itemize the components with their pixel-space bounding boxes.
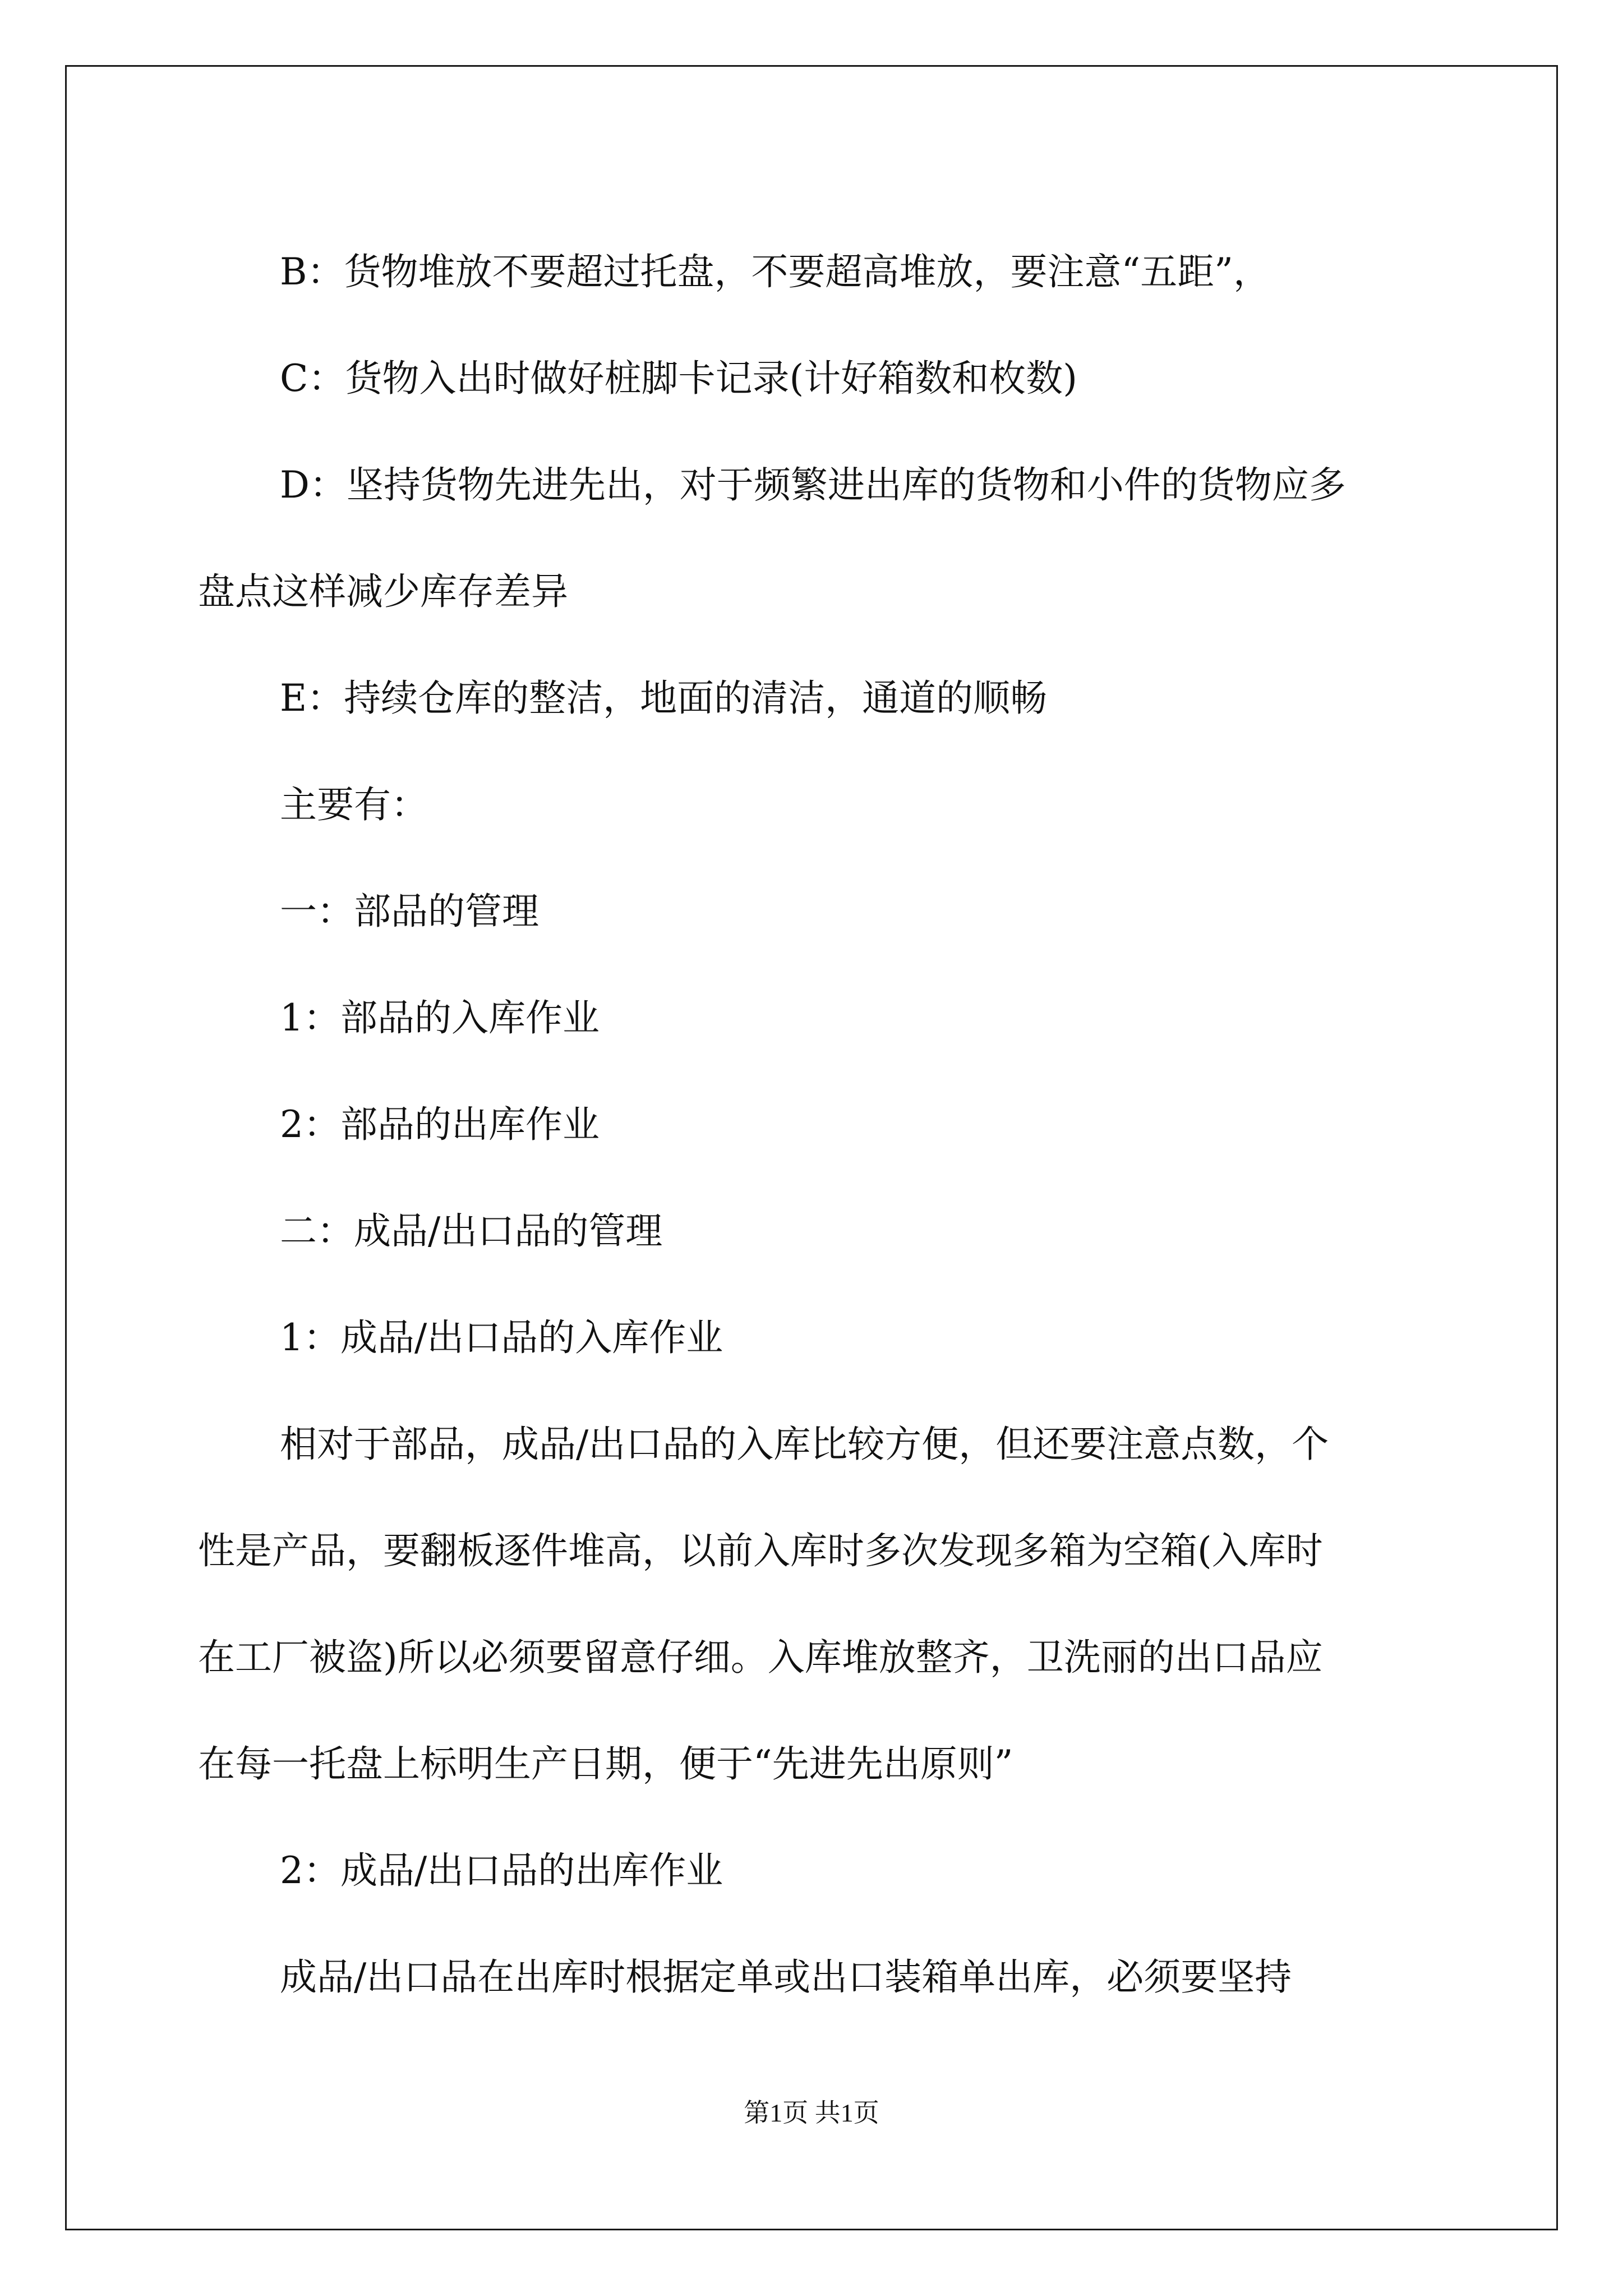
paragraph-line: 相对于部品，成品/出口品的入库比较方便，但还要注意点数，个 xyxy=(280,1423,1329,1466)
paragraph-line: 成品/出口品在出库时根据定单或出口装箱单出库，必须要坚持 xyxy=(280,1955,1292,1999)
section-heading: 一：部品的管理 xyxy=(280,890,539,933)
list-item: 1：成品/出口品的入库作业 xyxy=(280,1316,723,1359)
paragraph-line: 性是产品，要翻板逐件堆高，以前入库时多次发现多箱为空箱(入库时 xyxy=(198,1529,1323,1572)
list-item: 1：部品的入库作业 xyxy=(280,996,600,1039)
list-item: 2：成品/出口品的出库作业 xyxy=(280,1849,723,1892)
paragraph-line: C：货物入出时做好桩脚卡记录(计好箱数和枚数) xyxy=(280,357,1077,400)
document-body xyxy=(198,219,1432,2031)
page-footer: 第1页 共1页 xyxy=(744,2099,879,2127)
paragraph-line: B：货物堆放不要超过托盘，不要超高堆放，要注意“五距”， xyxy=(280,250,1270,293)
section-heading: 二：成品/出口品的管理 xyxy=(280,1209,663,1253)
paragraph-line: 在每一托盘上标明生产日期，便于“先进先出原则” xyxy=(198,1742,1013,1786)
section-heading: 主要有： xyxy=(280,783,428,826)
list-item: 2：部品的出库作业 xyxy=(280,1103,600,1146)
paragraph-line: E：持续仓库的整洁，地面的清洁，通道的顺畅 xyxy=(280,677,1048,720)
paragraph-line: 盘点这样减少库存差异 xyxy=(198,570,568,613)
paragraph-line: 在工厂被盗)所以必须要留意仔细。入库堆放整齐，卫洗丽的出口品应 xyxy=(198,1636,1323,1679)
paragraph-line: D：坚持货物先进先出，对于频繁进出库的货物和小件的货物应多 xyxy=(280,463,1346,507)
